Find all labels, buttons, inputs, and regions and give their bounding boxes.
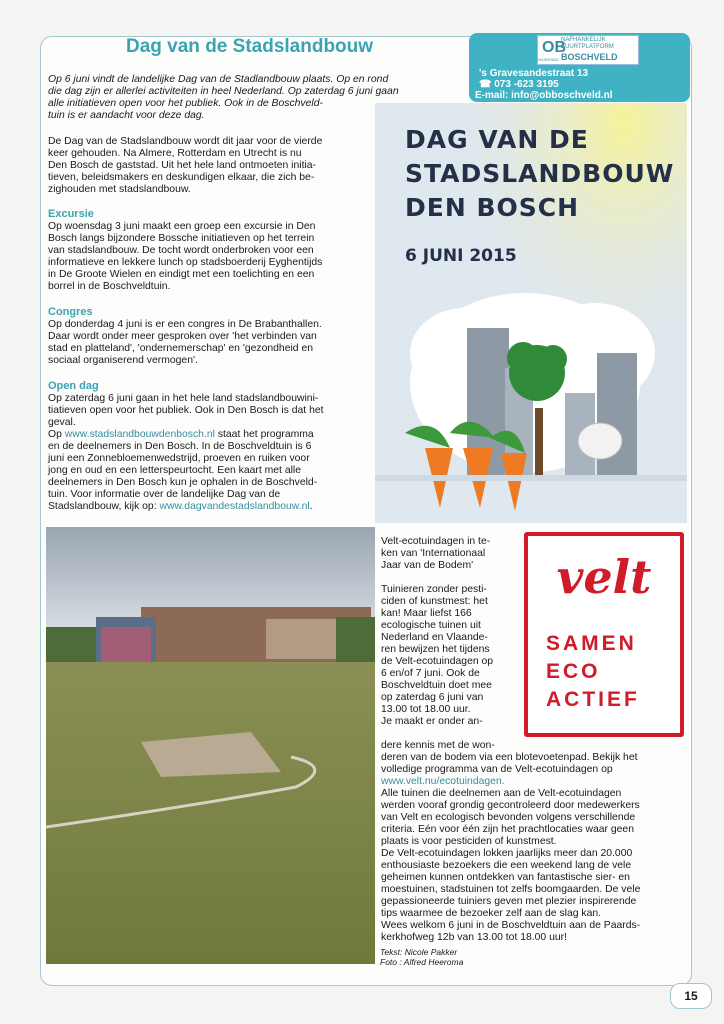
text-line: werden vooraf grondig gecontroleerd door medewerkers: [381, 800, 640, 811]
text-line: plaats is voor pesticiden of kunstmest.: [381, 836, 557, 847]
velt-wordmark: velt: [556, 550, 652, 604]
text-line: De Velt-ecotuindagen lokken jaarlijks meer dan 20.000: [381, 848, 633, 859]
article-title: Dag van de Stadslandbouw: [126, 36, 374, 57]
contact-phone: ☎ 073 -623 3195: [479, 79, 559, 90]
text-line: zighouden met stadslandbouw.: [48, 184, 191, 195]
heading-open-dag: Open dag: [48, 380, 99, 392]
intro-line: tuin is er aandacht voor deze dag.: [48, 110, 205, 121]
text-line-with-link: [48, 501, 373, 513]
text-line: tieven, beleidsmakers en deskundigen elkaar, die zich be-: [48, 172, 315, 183]
logo-line2: BUURTPLATFORM: [561, 44, 614, 50]
stadslandbouw-link[interactable]: www.stadslandbouwdenbosch.nl: [64, 429, 215, 440]
event-poster: [375, 103, 687, 523]
text-line: tips waarmee de bezoeker zelf aan de slag kan.: [381, 908, 602, 919]
text-line: volledige programma van de Velt-ecotuindagen op: [381, 764, 613, 775]
logo-letters: OB: [542, 39, 566, 56]
logo-line3: WIJKRAAD: [538, 57, 559, 62]
text-line: deren van de bodem via een blotevoetenpad. Bekijk het: [381, 752, 638, 763]
poster-line1: DAG VAN DE: [405, 125, 589, 154]
text-line: Je maakt er onder an-: [381, 716, 483, 727]
text-line-with-link: [48, 429, 373, 441]
text-line: moestuinen, stadstuinen tot zelfs boomgaarden. De vele: [381, 884, 641, 895]
text-line: criteria. Eén voor één zijn het prachtlocaties waar geen: [381, 824, 634, 835]
text-line: De Dag van de Stadslandbouw wordt dit jaar voor de vierde: [48, 136, 323, 147]
text-line: ecologische tuinen uit: [381, 620, 481, 631]
credit-photo: Foto : Alfred Heeroma: [380, 957, 464, 967]
text-line: de Velt-ecotuindagen op: [381, 656, 494, 667]
text-line: Op zaterdag 6 juni gaan in het hele land stadslandbouwini-: [48, 393, 319, 404]
heading-congres: Congres: [48, 306, 93, 318]
link-prefix: Op: [48, 429, 65, 440]
text-line: geval.: [48, 417, 76, 428]
text-line: van stadslandbouw. De tocht wordt onderbroken voor een: [48, 245, 314, 256]
text-line: geheimen kunnen ontdekken van fantastische sier- en: [381, 872, 630, 883]
velt-logo: [524, 532, 684, 737]
paragraph-intro: [48, 136, 373, 196]
contact-address: 's Gravesandestraat 13: [479, 68, 589, 79]
link-prefix: Stadslandbouw, kijk op:: [48, 501, 160, 512]
paragraph-open-dag: [48, 393, 373, 513]
paragraph-congres: [48, 319, 373, 367]
text-line: van Velt en ecologisch bevonden volgens verschillende: [381, 812, 636, 823]
text-line: Wees welkom 6 juni in de Boschveldtuin aan de Paards-: [381, 920, 641, 931]
garden-photo: [46, 527, 375, 964]
text-line: ciden of kunstmest: het: [381, 596, 488, 607]
text-line: Jaar van de Bodem': [381, 560, 474, 571]
text-line: keer gehouden. Na Almere, Rotterdam en Utrecht is nu: [48, 148, 302, 159]
text-line: 13.00 tot 18.00 uur.: [381, 704, 471, 715]
logo-line1: NAFHANKELIJK: [561, 37, 606, 43]
text-line: tuin. Voor informatie over de landelijke Dag van de: [48, 489, 281, 500]
text-line: en de deelnemers in Den Bosch. In de Boschveldtuin is 6: [48, 441, 312, 452]
spacer: [381, 572, 519, 584]
velt-line1: SAMEN: [546, 632, 637, 655]
velt-link[interactable]: www.velt.nu/ecotuindagen.: [381, 776, 505, 787]
poster-date: 6 JUNI 2015: [405, 246, 517, 266]
text-line: sociaal organiserend vermogen'.: [48, 355, 198, 366]
text-line: Bosch langs bijzondere Bossche initiatieven op het terrein: [48, 233, 315, 244]
contact-box: [469, 33, 690, 102]
link-suffix: .: [309, 501, 313, 512]
intro-line: die dag zijn er allerlei activiteiten in heel Nederland. Op zaterdag 6 juni gaan: [48, 86, 399, 97]
ob-logo: [537, 35, 639, 65]
logo-bosch: BOSCHVELD: [561, 52, 618, 62]
credit-text: Tekst: Nicole Pakker: [380, 947, 458, 957]
dagvandestadslandbouw-link[interactable]: www.dagvandestadslandbouw.nl: [159, 501, 310, 512]
text-line: jong en oud en een letterspeurtocht. Een kaart met alle: [48, 465, 302, 476]
text-line: op zaterdag 6 juni van: [381, 692, 484, 703]
text-line: Op donderdag 4 juni is er een congres in De Brabanthallen.: [48, 319, 322, 330]
intro-line: alle initiatieven open voor het publiek. Ook in de Boschveld-: [48, 98, 323, 109]
text-line: Alle tuinen die deelnemen aan de Velt-ecotuindagen: [381, 788, 622, 799]
contact-email[interactable]: E-mail: info@obboschveld.nl: [475, 90, 613, 101]
text-line: Tuinieren zonder pesti-: [381, 584, 487, 595]
text-line: informatieve en lekkere lunch op stadsboerderij Eyghentijds: [48, 257, 323, 268]
text-line: deelnemers in Den Bosch kun je ophalen in de Boschveld-: [48, 477, 318, 488]
text-line: Boschveldtuin doet mee: [381, 680, 492, 691]
heading-excursie: Excursie: [48, 208, 94, 220]
text-line: ken van 'Internationaal: [381, 548, 486, 559]
poster-line3: DEN BOSCH: [405, 193, 580, 222]
text-line: Velt-ecotuindagen in te-: [381, 536, 491, 547]
text-line: kan! Maar liefst 166: [381, 608, 472, 619]
text-line: Op woensdag 3 juni maakt een groep een excursie in Den: [48, 221, 316, 232]
text-line: ren bewijzen het tijdens: [381, 644, 490, 655]
link-suffix: staat het programma: [214, 429, 314, 440]
text-line: enthousiaste bezoekers die een weekend lang de vele: [381, 860, 632, 871]
velt-article-wide: [381, 740, 686, 944]
velt-line2: ECO: [546, 660, 601, 683]
poster-line2: STADSLANDBOUW: [405, 159, 675, 188]
text-line: tiatieven open voor het publiek. Ook in Den Bosch is dat het: [48, 405, 324, 416]
text-line: juni een Zonnebloemenwedstrijd, proeven en ruiken voor: [48, 453, 310, 464]
text-line: dere kennis met de won-: [381, 740, 495, 751]
text-line: gepassioneerde tuiniers geven met plezier inspirerende: [381, 896, 637, 907]
text-line: stad en platteland', 'ondernemerschap' en 'gezondheid en: [48, 343, 314, 354]
velt-line3: ACTIEF: [546, 688, 640, 711]
paragraph-excursie: [48, 221, 373, 293]
text-line: Daar wordt onder meer gesproken over 'het verbinden van: [48, 331, 317, 342]
garden-photo-image: [46, 527, 375, 964]
text-line: kerkhofweg 12b van 13.00 tot 18.00 uur!: [381, 932, 568, 943]
text-line: borrel in de Boschveldtuin.: [48, 281, 171, 292]
page-number: 15: [670, 983, 712, 1009]
text-line: Nederland en Vlaande-: [381, 632, 488, 643]
intro-line: Op 6 juni vindt de landelijke Dag van de Stadlandbouw plaats. Op en rond: [48, 74, 389, 85]
velt-article-narrow: [381, 536, 519, 728]
text-line: in De Groote Wielen en eindigt met een toelichting en een: [48, 269, 315, 280]
text-line: Den Bosch de gaststad. Uit het hele land ontmoeten initia-: [48, 160, 317, 171]
text-line: 6 en/of 7 juni. Ook de: [381, 668, 480, 679]
